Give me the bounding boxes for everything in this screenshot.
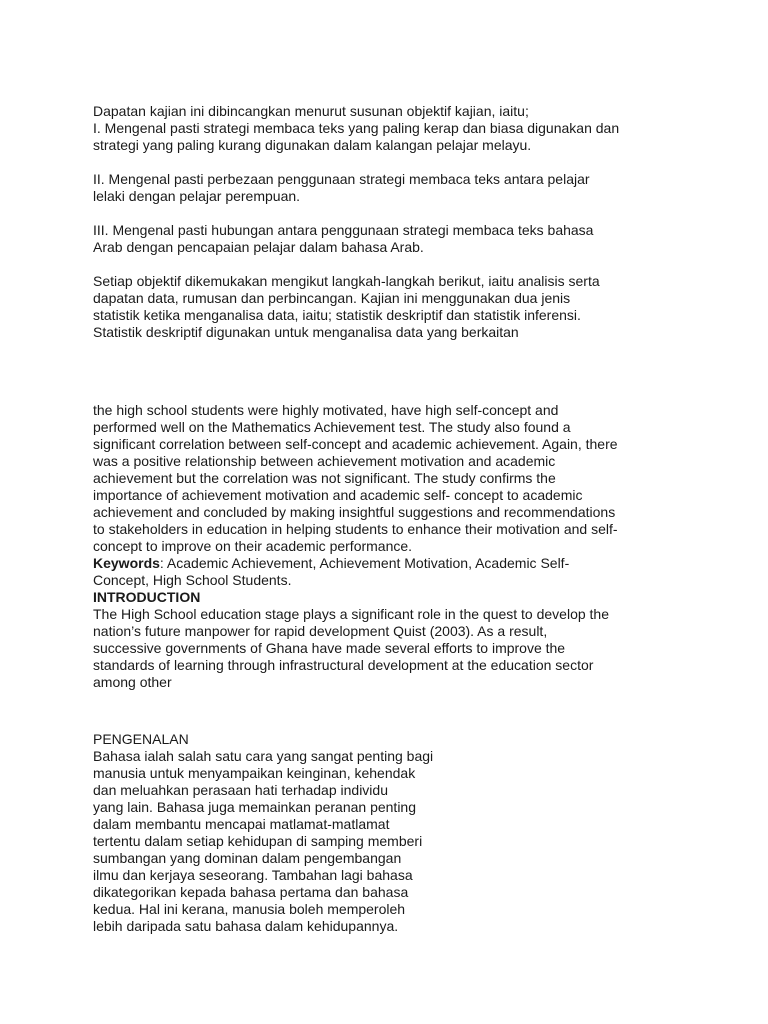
text-line: lelaki dengan pelajar perempuan. bbox=[93, 188, 301, 204]
text-line: kedua. Hal ini kerana, manusia boleh memperoleh bbox=[93, 901, 406, 917]
intro-line: among other bbox=[93, 674, 172, 690]
text-line bbox=[93, 154, 619, 171]
text-line bbox=[93, 256, 619, 273]
text-line: dan meluahkan perasaan hati terhadap individu bbox=[93, 782, 388, 798]
text-line: strategi yang paling kurang digunakan dalam kalangan pelajar melayu. bbox=[93, 137, 532, 153]
text-line: Statistik deskriptif digunakan untuk menganalisa data yang berkaitan bbox=[93, 324, 519, 340]
text-line bbox=[93, 205, 619, 222]
pengenalan-heading: PENGENALAN bbox=[93, 731, 189, 747]
text-line: Bahasa ialah salah satu cara yang sangat penting bagi bbox=[93, 748, 434, 764]
text-line: ilmu dan kerjaya seseorang. Tambahan lagi bahasa bbox=[93, 867, 413, 883]
text-line: lebih daripada satu bahasa dalam kehidupannya. bbox=[93, 918, 399, 934]
text-line: tertentu dalam setiap kehidupan di samping memberi bbox=[93, 833, 423, 849]
english-abstract-section bbox=[93, 402, 618, 691]
abstract-line: achievement and concluded by making insightful suggestions and recommendations bbox=[93, 504, 616, 520]
abstract-line: performed well on the Mathematics Achievement test. The study also found a bbox=[93, 419, 571, 435]
keywords-line-continued: Concept, High School Students. bbox=[93, 572, 292, 588]
text-line: yang lain. Bahasa juga memainkan peranan penting bbox=[93, 799, 417, 815]
text-line: statistik ketika menganalisa data, iaitu; statistik deskriptif dan statistik inferensi. bbox=[93, 307, 581, 323]
keywords-line bbox=[93, 555, 618, 572]
abstract-line: the high school students were highly motivated, have high self-concept and bbox=[93, 402, 559, 418]
abstract-line: was a positive relationship between achievement motivation and academic bbox=[93, 453, 556, 469]
abstract-line: concept to improve on their academic performance. bbox=[93, 538, 413, 554]
text-line: dalam membantu mencapai matlamat-matlamat bbox=[93, 816, 390, 832]
text-line: I. Mengenal pasti strategi membaca teks yang paling kerap dan biasa digunakan dan bbox=[93, 120, 620, 136]
text-line: sumbangan yang dominan dalam pengembangan bbox=[93, 850, 402, 866]
intro-line: The High School education stage plays a significant role in the quest to develop the bbox=[93, 606, 609, 622]
text-line: II. Mengenal pasti perbezaan penggunaan strategi membaca teks antara pelajar bbox=[93, 171, 590, 187]
text-line: dapatan data, rumusan dan perbincangan. Kajian ini menggunakan dua jenis bbox=[93, 290, 571, 306]
text-line: III. Mengenal pasti hubungan antara penggunaan strategi membaca teks bahasa bbox=[93, 222, 594, 238]
malay-findings-section bbox=[93, 103, 619, 341]
intro-line: nation’s future manpower for rapid development Quist (2003). As a result, bbox=[93, 623, 548, 639]
abstract-line: importance of achievement motivation and academic self- concept to academic bbox=[93, 487, 583, 503]
text-line: manusia untuk menyampaikan keinginan, kehendak bbox=[93, 765, 416, 781]
intro-line: successive governments of Ghana have made several efforts to improve the bbox=[93, 640, 566, 656]
introduction-heading: INTRODUCTION bbox=[93, 589, 201, 605]
abstract-line: achievement but the correlation was not significant. The study confirms the bbox=[93, 470, 556, 486]
text-line: dikategorikan kepada bahasa pertama dan bahasa bbox=[93, 884, 409, 900]
intro-line: standards of learning through infrastructural development at the education sector bbox=[93, 657, 594, 673]
text-line: Dapatan kajian ini dibincangkan menurut susunan objektif kajian, iaitu; bbox=[93, 103, 529, 119]
abstract-line: significant correlation between self-concept and academic achievement. Again, there bbox=[93, 436, 618, 452]
text-line: Setiap objektif dikemukakan mengikut langkah-langkah berikut, iaitu analisis serta bbox=[93, 273, 600, 289]
abstract-line: to stakeholders in education in helping students to enhance their motivation and self- bbox=[93, 521, 618, 537]
keywords-label: Keywords bbox=[93, 555, 160, 571]
keywords-text: : Academic Achievement, Achievement Motivation, Academic Self- bbox=[159, 555, 570, 571]
pengenalan-section bbox=[93, 731, 433, 935]
text-line: Arab dengan pencapaian pelajar dalam bahasa Arab. bbox=[93, 239, 424, 255]
